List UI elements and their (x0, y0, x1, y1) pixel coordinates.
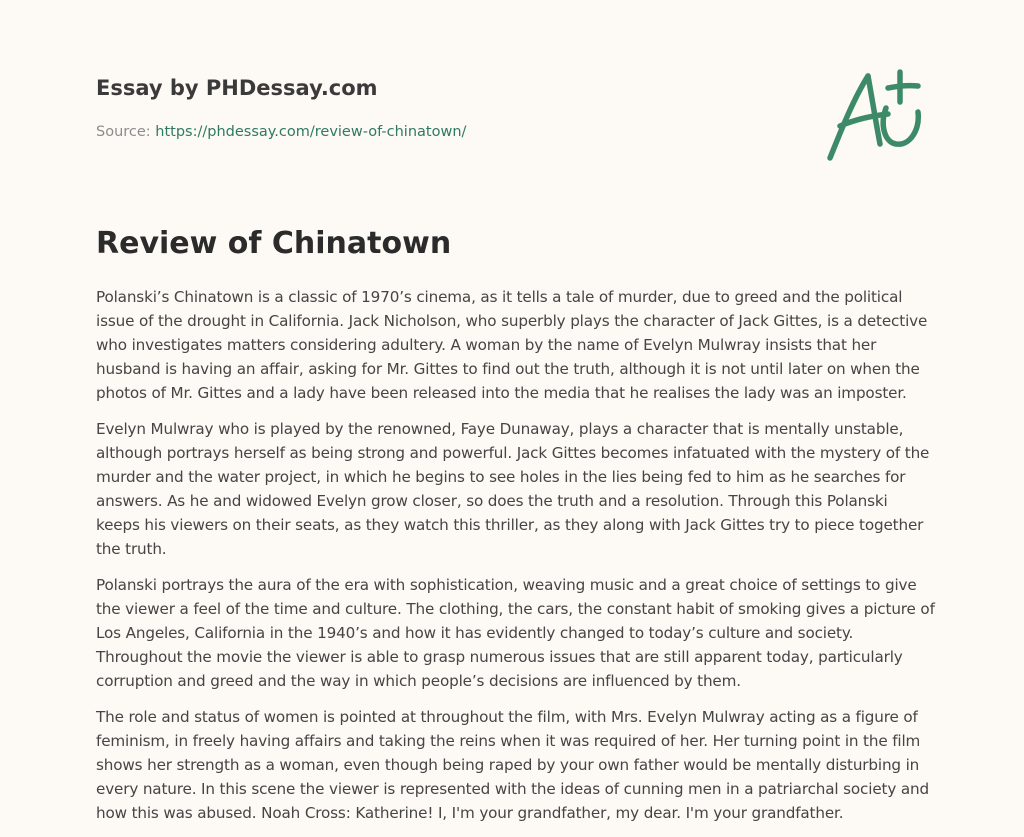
a-plus-grade-icon (826, 68, 926, 164)
essay-body (96, 285, 936, 837)
essay-paragraph: Evelyn Mulwray who is played by the renowned, Faye Dunaway, plays a character that is mentally unstable, although portrays herself as being strong and powerful. Jack Gittes becomes infatuated with the mystery of the murder and the water project, in which he begins to see holes in the lies being fed to him as he searches for answers. As he and widowed Evelyn grow closer, so does the truth and a resolution. Through this Polanski keeps his viewers on their seats, as they watch this thriller, as they along with Jack Gittes try to piece together the truth. (96, 420, 930, 558)
essay-paragraph: Polanski’s Chinatown is a classic of 1970’s cinema, as it tells a tale of murder, due to greed and the political issue of the drought in California. Jack Nicholson, who superbly plays the character of Jack Gittes, is a detective who investigates matters considering adultery. A woman by the name of Evelyn Mulwray insists that her husband is having an affair, asking for Mr. Gittes to find out the truth, although it is not until later on when the photos of Mr. Gittes and a lady have been released into the media that he realises the lady was an imposter. (96, 288, 928, 402)
source-line (96, 124, 466, 140)
source-label: Source: (96, 124, 151, 140)
essay-title: Review of Chinatown (96, 226, 452, 261)
source-link[interactable]: https://phdessay.com/review-of-chinatown/ (155, 124, 467, 140)
site-title: Essay by PHDessay.com (96, 76, 378, 100)
essay-paragraph: The role and status of women is pointed at throughout the film, with Mrs. Evelyn Mulwray acting as a figure of feminism, in freely having affairs and taking the reins when it was required of her. Her turning point in the film shows her strength as a woman, even though being raped by your own father would be mentally disturbing in every nature. In this scene the viewer is represented with the ideas of cunning men in a patriarchal society and how this was abused. Noah Cross: Katherine! I, I'm your grandfather, my dear. I'm your grandfather. (96, 708, 929, 822)
essay-paragraph: Polanski portrays the aura of the era with sophistication, weaving music and a great choice of settings to give the viewer a feel of the time and culture. The clothing, the cars, the constant habit of smoking gives a picture of Los Angeles, California in the 1940’s and how it has evidently changed to today’s culture and society. Throughout the movie the viewer is able to grasp numerous issues that are still apparent today, particularly corruption and greed and the way in which people’s decisions are influenced by them. (96, 576, 935, 690)
